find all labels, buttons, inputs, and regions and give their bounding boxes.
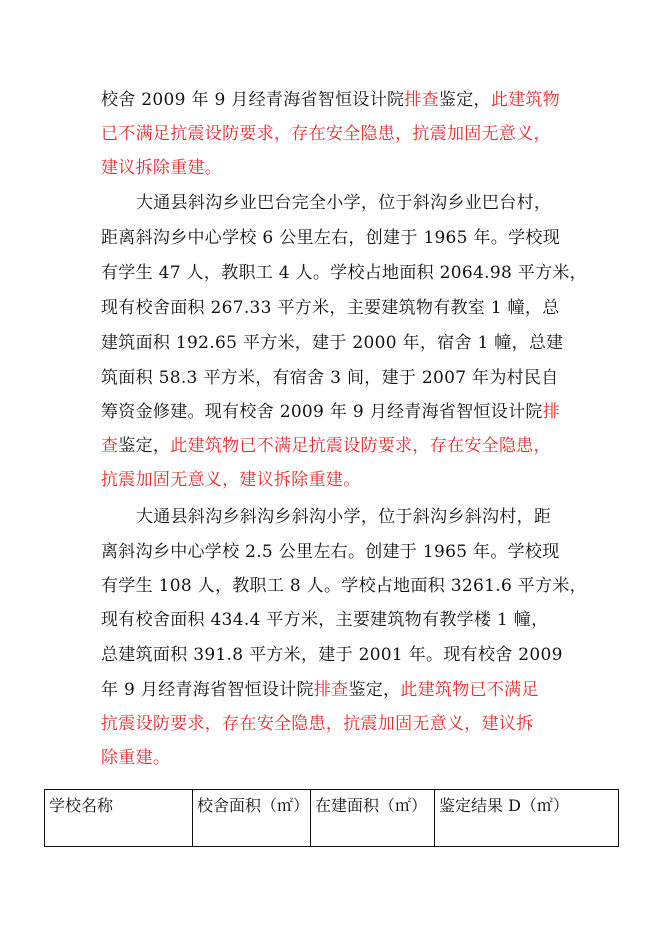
paragraph2-line1: 大通县斜沟乡业巴台完全小学，位于斜沟乡业巴台村， bbox=[136, 193, 552, 213]
table-header-row bbox=[45, 790, 619, 847]
paragraph3-line4: 现有校舍面积 434.4 平方米，主要建筑物有教学楼 1 幢， bbox=[101, 610, 549, 630]
table-header-assessment-result: 鉴定结果 D（㎡） bbox=[435, 790, 619, 847]
paragraph1-line1: 校舍 2009 年 9 月经青海省智恒设计院排查鉴定，此建筑物 bbox=[101, 90, 561, 110]
paragraph3-line7: 抗震设防要求，存在安全隐患，抗震加固无意义，建议拆 bbox=[101, 714, 534, 734]
paragraph3-line1: 大通县斜沟乡斜沟乡斜沟小学，位于斜沟乡斜沟村，距 bbox=[136, 507, 552, 527]
paragraph2-line5: 建筑面积 192.65 平方米，建于 2000 年，宿舍 1 幢，总建 bbox=[101, 333, 564, 353]
paragraph3-line3: 有学生 108 人，教职工 8 人。学校占地面积 3261.6 平方米， bbox=[101, 576, 587, 596]
paragraph2-line8: 查鉴定，此建筑物已不满足抗震设防要求，存在安全隐患， bbox=[101, 436, 551, 456]
school-table bbox=[44, 789, 619, 847]
paragraph3-line2: 离斜沟乡中心学校 2.5 公里左右。创建于 1965 年。学校现 bbox=[101, 542, 560, 562]
paragraph2-line9: 抗震加固无意义，建议拆除重建。 bbox=[101, 470, 361, 490]
paragraph2-line2: 距离斜沟乡中心学校 6 公里左右，创建于 1965 年。学校现 bbox=[101, 228, 560, 248]
paragraph3-line6: 年 9 月经青海省智恒设计院排查鉴定，此建筑物已不满足 bbox=[101, 680, 539, 700]
table-header-construction-area: 在建面积（㎡） bbox=[311, 790, 435, 847]
paragraph3-line5: 总建筑面积 391.8 平方米，建于 2001 年。现有校舍 2009 bbox=[101, 645, 563, 665]
paragraph2-line6: 筑面积 58.3 平方米，有宿舍 3 间，建于 2007 年为村民自 bbox=[101, 368, 559, 388]
paragraph3-line8: 除重建。 bbox=[101, 748, 171, 768]
paragraph2-line3: 有学生 47 人，教职工 4 人。学校占地面积 2064.98 平方米， bbox=[101, 263, 587, 283]
paragraph1-line3: 建议拆除重建。 bbox=[101, 158, 223, 178]
paragraph1-line2: 已不满足抗震设防要求，存在安全隐患，抗震加固无意义， bbox=[101, 124, 551, 144]
paragraph2-line4: 现有校舍面积 267.33 平方米，主要建筑物有教室 1 幢，总 bbox=[101, 298, 560, 318]
paragraph2-line7: 筹资金修建。现有校舍 2009 年 9 月经青海省智恒设计院排 bbox=[101, 402, 561, 422]
table-header-school-name: 学校名称 bbox=[45, 790, 193, 847]
table-header-building-area: 校舍面积（㎡） bbox=[193, 790, 311, 847]
